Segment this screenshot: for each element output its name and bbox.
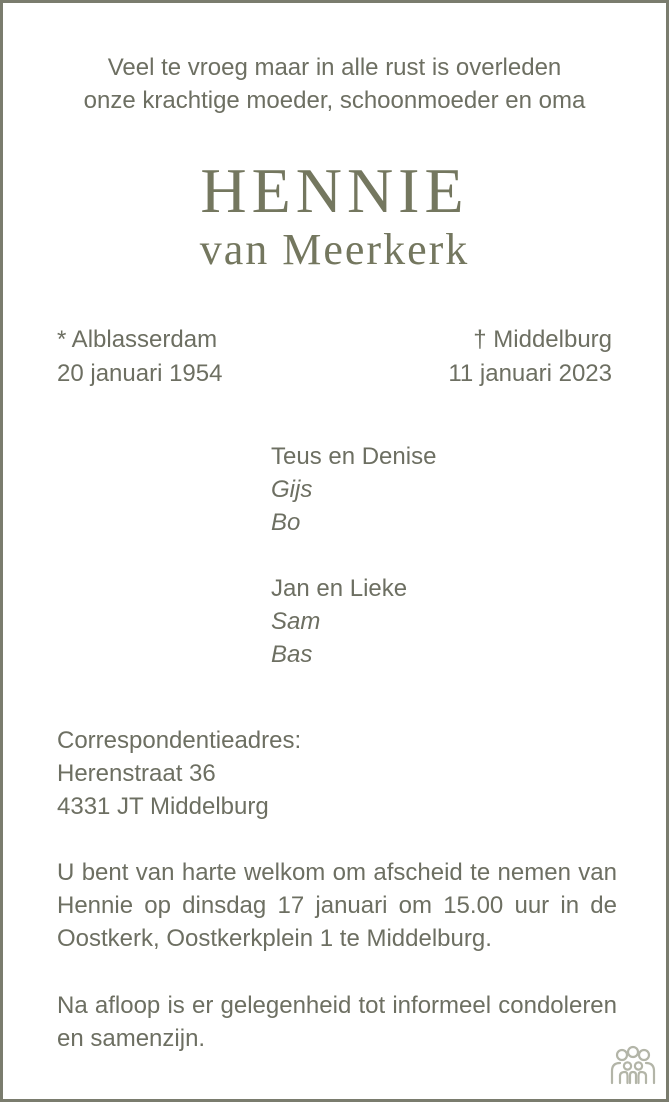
intro-text — [3, 51, 666, 117]
address-city: 4331 JT Middelburg — [57, 793, 269, 820]
family-child: Bas — [271, 641, 313, 668]
farewell-text: U bent van harte welkom om afscheid te nemen van Hennie op dinsdag 17 januari om 15.00 uur in de Oostkerk, Oostkerkplein 1 te Middelburg. — [57, 859, 617, 952]
family-parents: Teus en Denise — [271, 443, 437, 470]
address-street: Herenstraat 36 — [57, 760, 216, 787]
intro-line-1: Veel te vroeg maar in alle rust is overleden — [107, 54, 562, 81]
deceased-last-name: van Meerkerk — [199, 225, 470, 274]
closing-text: Na afloop is er gelegenheid tot informeel condoleren en samenzijn. — [57, 992, 617, 1052]
family-group — [271, 572, 436, 671]
family-child: Bo — [271, 509, 301, 536]
intro-line-2: onze krachtige moeder, schoonmoeder en oma — [83, 87, 586, 114]
correspondence-address — [57, 724, 301, 823]
birth-place: * Alblasserdam — [57, 326, 218, 353]
family-parents: Jan en Lieke — [271, 575, 408, 602]
address-label: Correspondentieadres: — [57, 727, 302, 754]
family-child: Sam — [271, 608, 321, 635]
death-date: 11 januari 2023 — [448, 360, 612, 387]
family-group-icon — [608, 1045, 658, 1085]
family-group — [271, 440, 436, 539]
family-child: Gijs — [271, 476, 313, 503]
death-info — [448, 323, 612, 391]
deceased-first-name: HENNIE — [200, 155, 469, 226]
death-place: † Middelburg — [473, 326, 612, 353]
birth-info — [57, 323, 222, 391]
birth-date: 20 januari 1954 — [57, 360, 223, 387]
family-list — [271, 440, 436, 704]
